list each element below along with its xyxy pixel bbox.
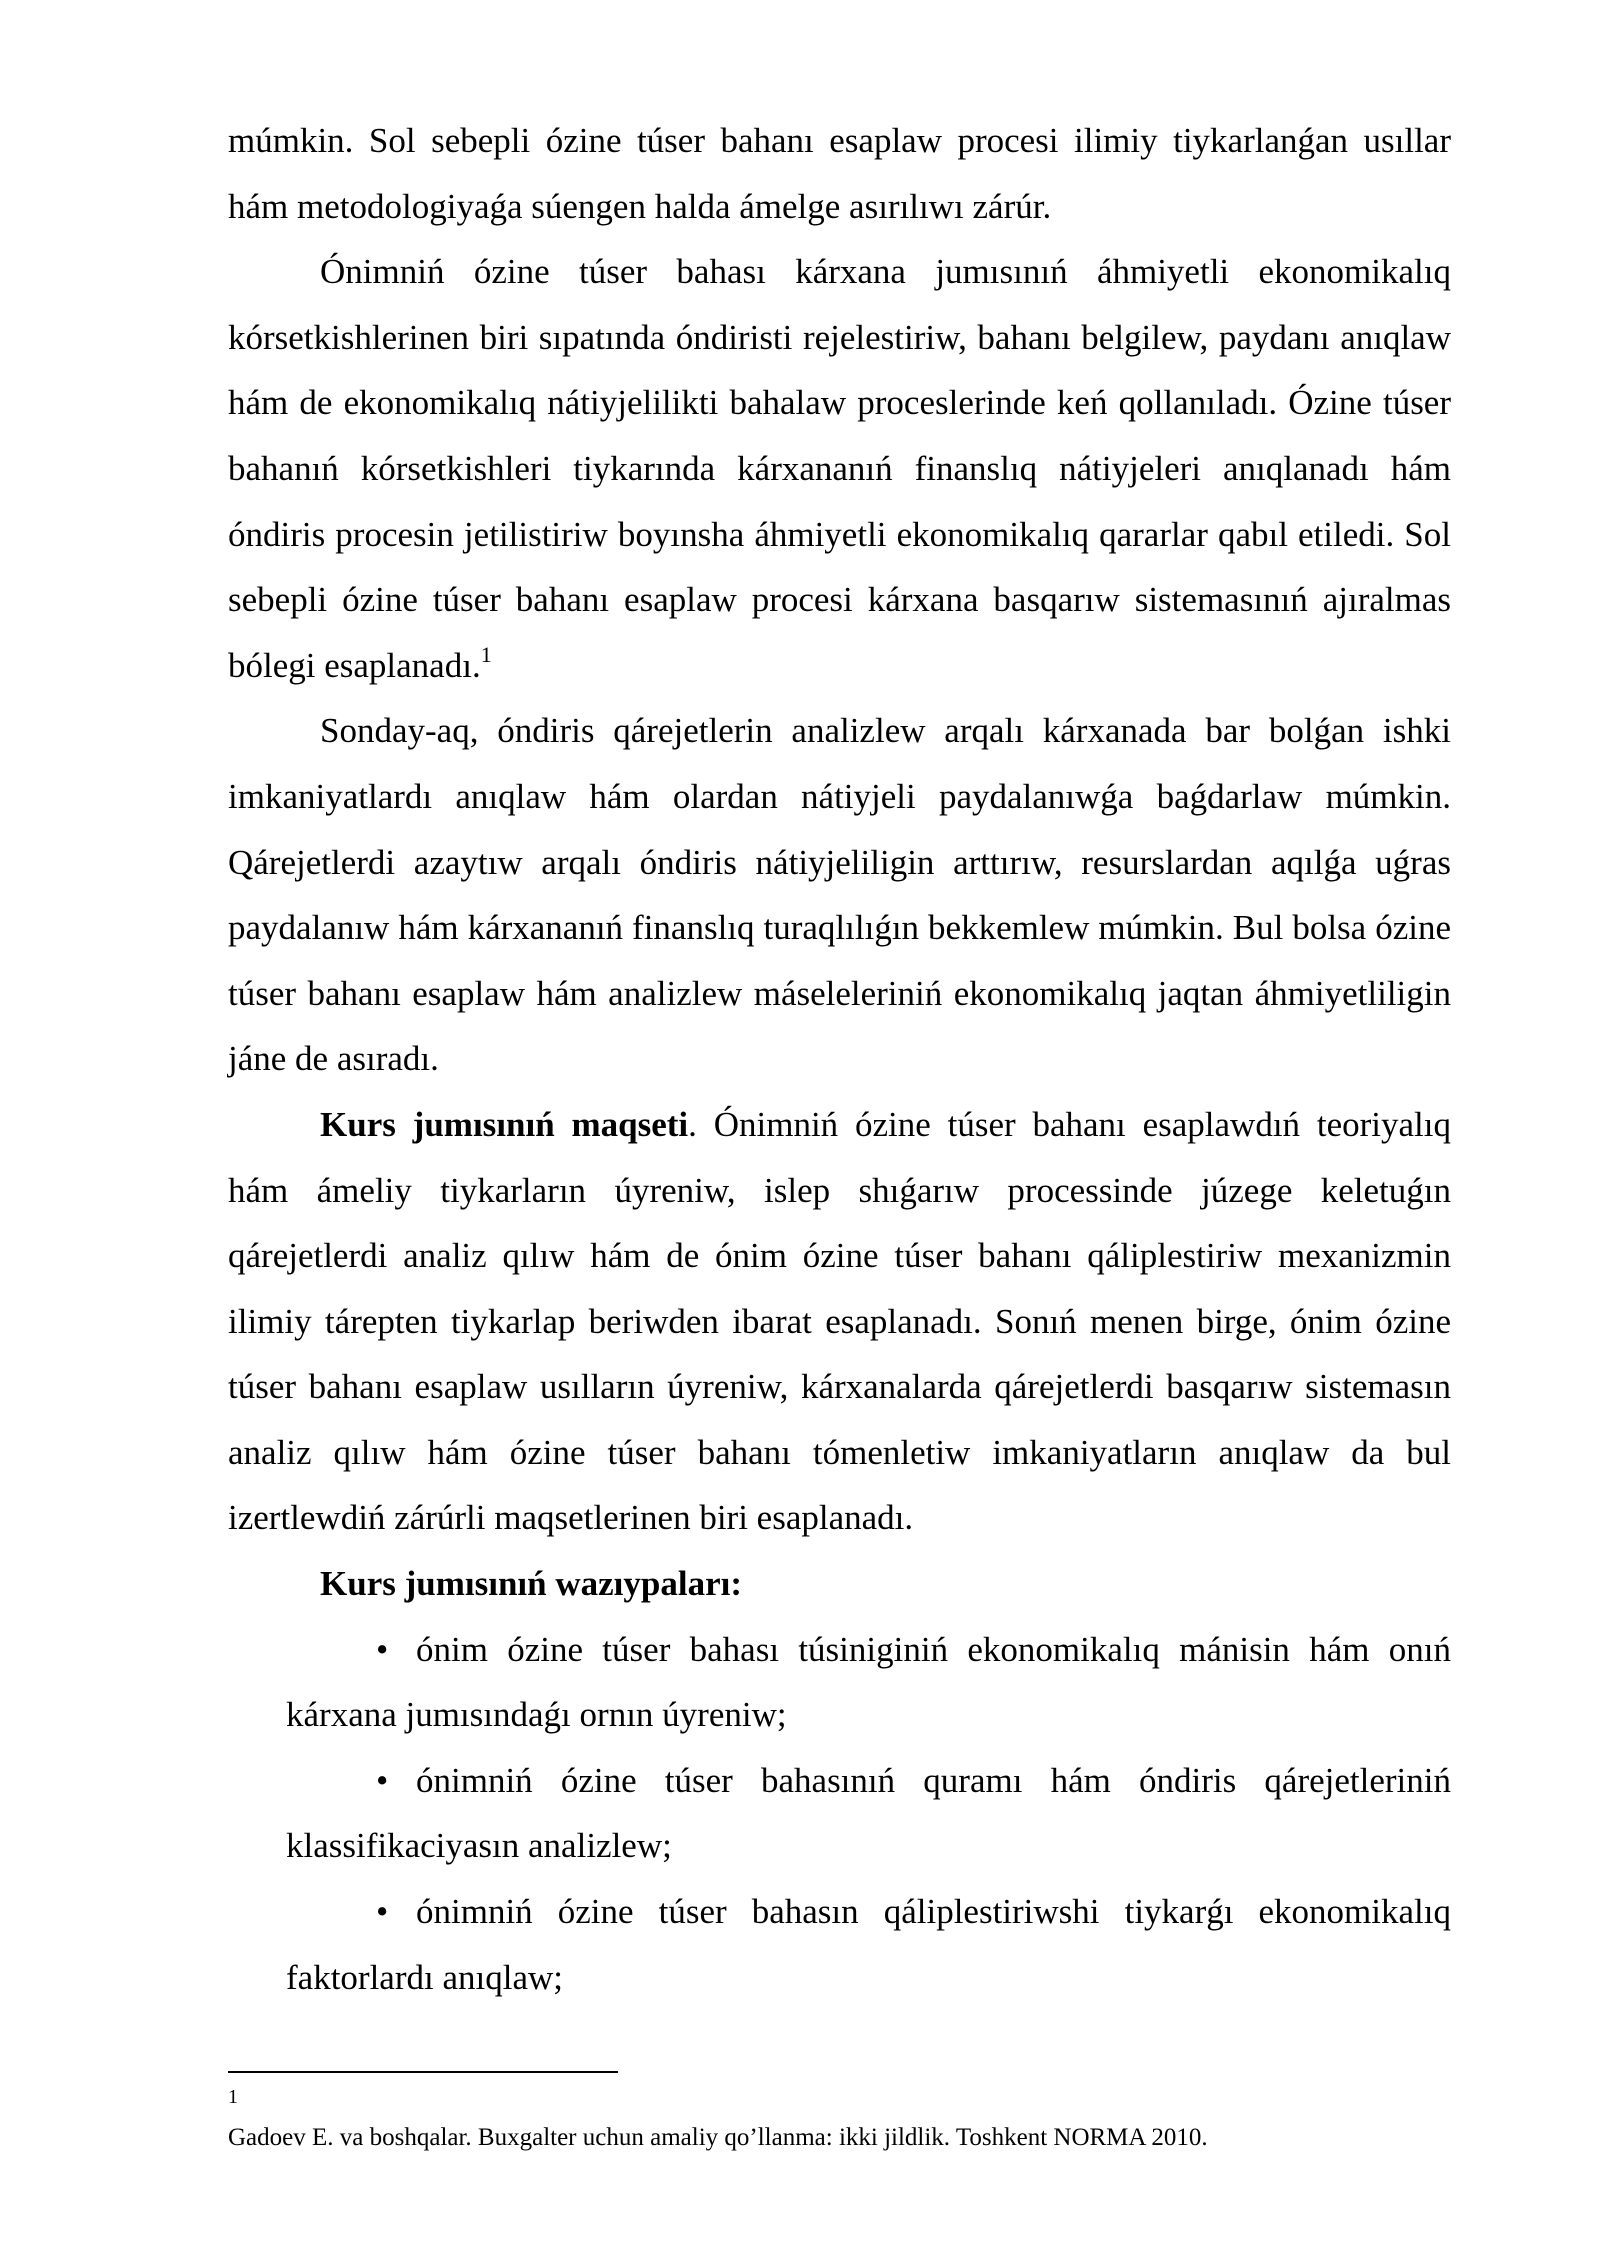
tasks-list [228,1617,1451,2011]
footnote-divider [228,2071,618,2073]
list-item [228,1879,1451,2010]
footnote-text: Gadoev E. va boshqalar. Buxgalter uchun amaliy qo’llanma: ikki jildlik. Toshkent NORMA 2010. [228,2124,1208,2151]
list-item-text: ónimniń ózine túser bahasın qáliplestiriwshi tiykarǵı ekonomikalıq faktorlardı anıqlaw; [286,1892,1451,1997]
paragraph-2 [228,239,1451,698]
paragraph-2-text: Ónimniń ózine túser bahası kárxana jumısınıń áhmiyetli ekonomikalıq kórsetkishlerinen biri sıpatında óndiristi rejelestiriw, bahanı belgilew, paydanı anıqlaw hám de ekonomikalıq nátiyjelilikti bahalaw proceslerinde keń qollanıladı. Ózine túser bahanıń kórsetkishleri tiykarında kárxananıń finanslıq nátiyjeleri anıqlanadı hám óndiris procesin jetilistiriw boyınsha áhmiyetli ekonomikalıq qararlar qabıl etiledi. Sol sebepli ózine túser bahanı esaplaw procesi kárxana basqarıw sistemasınıń ajıralmas bólegi esaplanadı. [228,252,1451,685]
footnote-number: 1 [228,2086,238,2108]
footnote-reference[interactable]: 1 [480,642,492,668]
list-item-text: ónim ózine túser bahası túsiniginiń ekonomikalıq mánisin hám onıń kárxana jumısındaǵı ornın úyreniw; [286,1629,1451,1735]
bullet-icon: • [376,1892,389,1932]
list-item [228,1617,1451,1748]
page-body [228,108,1451,2010]
bullet-icon: • [376,1629,389,1669]
goal-text: . Ónimniń ózine túser bahanı esaplawdıń teoriyalıq hám ámeliy tiykarların úyreniw, islep shıǵarıw processinde júzege keletuǵın qárejetlerdi analiz qılıw hám de ónim ózine túser bahanı qáliplestiriw mexanizmin ilimiy tárepten tiykarlap beriwden ibarat esaplanadı. Sonıń menen birge, ónim ózine túser bahanı esaplaw usılların úyreniw, kárxanalarda qárejetlerdi basqarıw sistemasın analiz qılıw hám ózine túser bahanı tómenletiw imkaniyatların anıqlaw da bul izertlewdiń zárúrli maqsetlerinen biri esaplanadı. [228,1104,1452,1538]
paragraph-3: Sonday-aq, óndiris qárejetlerin analizlew arqalı kárxanada bar bolǵan ishki imkaniyatlardı anıqlaw hám olardan nátiyjeli paydalanıwǵa baǵdarlaw múmkin. Qárejetlerdi azaytıw arqalı óndiris nátiyjeliligin arttırıw, resurslardan aqılǵa uǵras paydalanıw hám kárxananıń finanslıq turaqlılıǵın bekkemlew múmkin. Bul bolsa ózine túser bahanı esaplaw hám analizlew máseleleriniń ekonomikalıq jaqtan áhmiyetliligin jáne de asıradı. [228,711,1451,1079]
paragraph-4 [228,1092,1451,1551]
list-item [228,1748,1451,1879]
tasks-heading: Kurs jumısınıń wazıypaları: [320,1564,742,1604]
paragraph-1: múmkin. Sol sebepli ózine túser bahanı esaplaw procesi ilimiy tiykarlanǵan usıllar hám metodologiyaǵa súengen halda ámelge asırılıwı zárúr. [228,121,1451,226]
bullet-icon: • [376,1760,389,1800]
list-item-text: ónimniń ózine túser bahasınıń quramı hám óndiris qárejetleriniń klassifikaciyasın analizlew; [286,1760,1451,1866]
goal-heading: Kurs jumısınıń maqseti [320,1104,689,1144]
